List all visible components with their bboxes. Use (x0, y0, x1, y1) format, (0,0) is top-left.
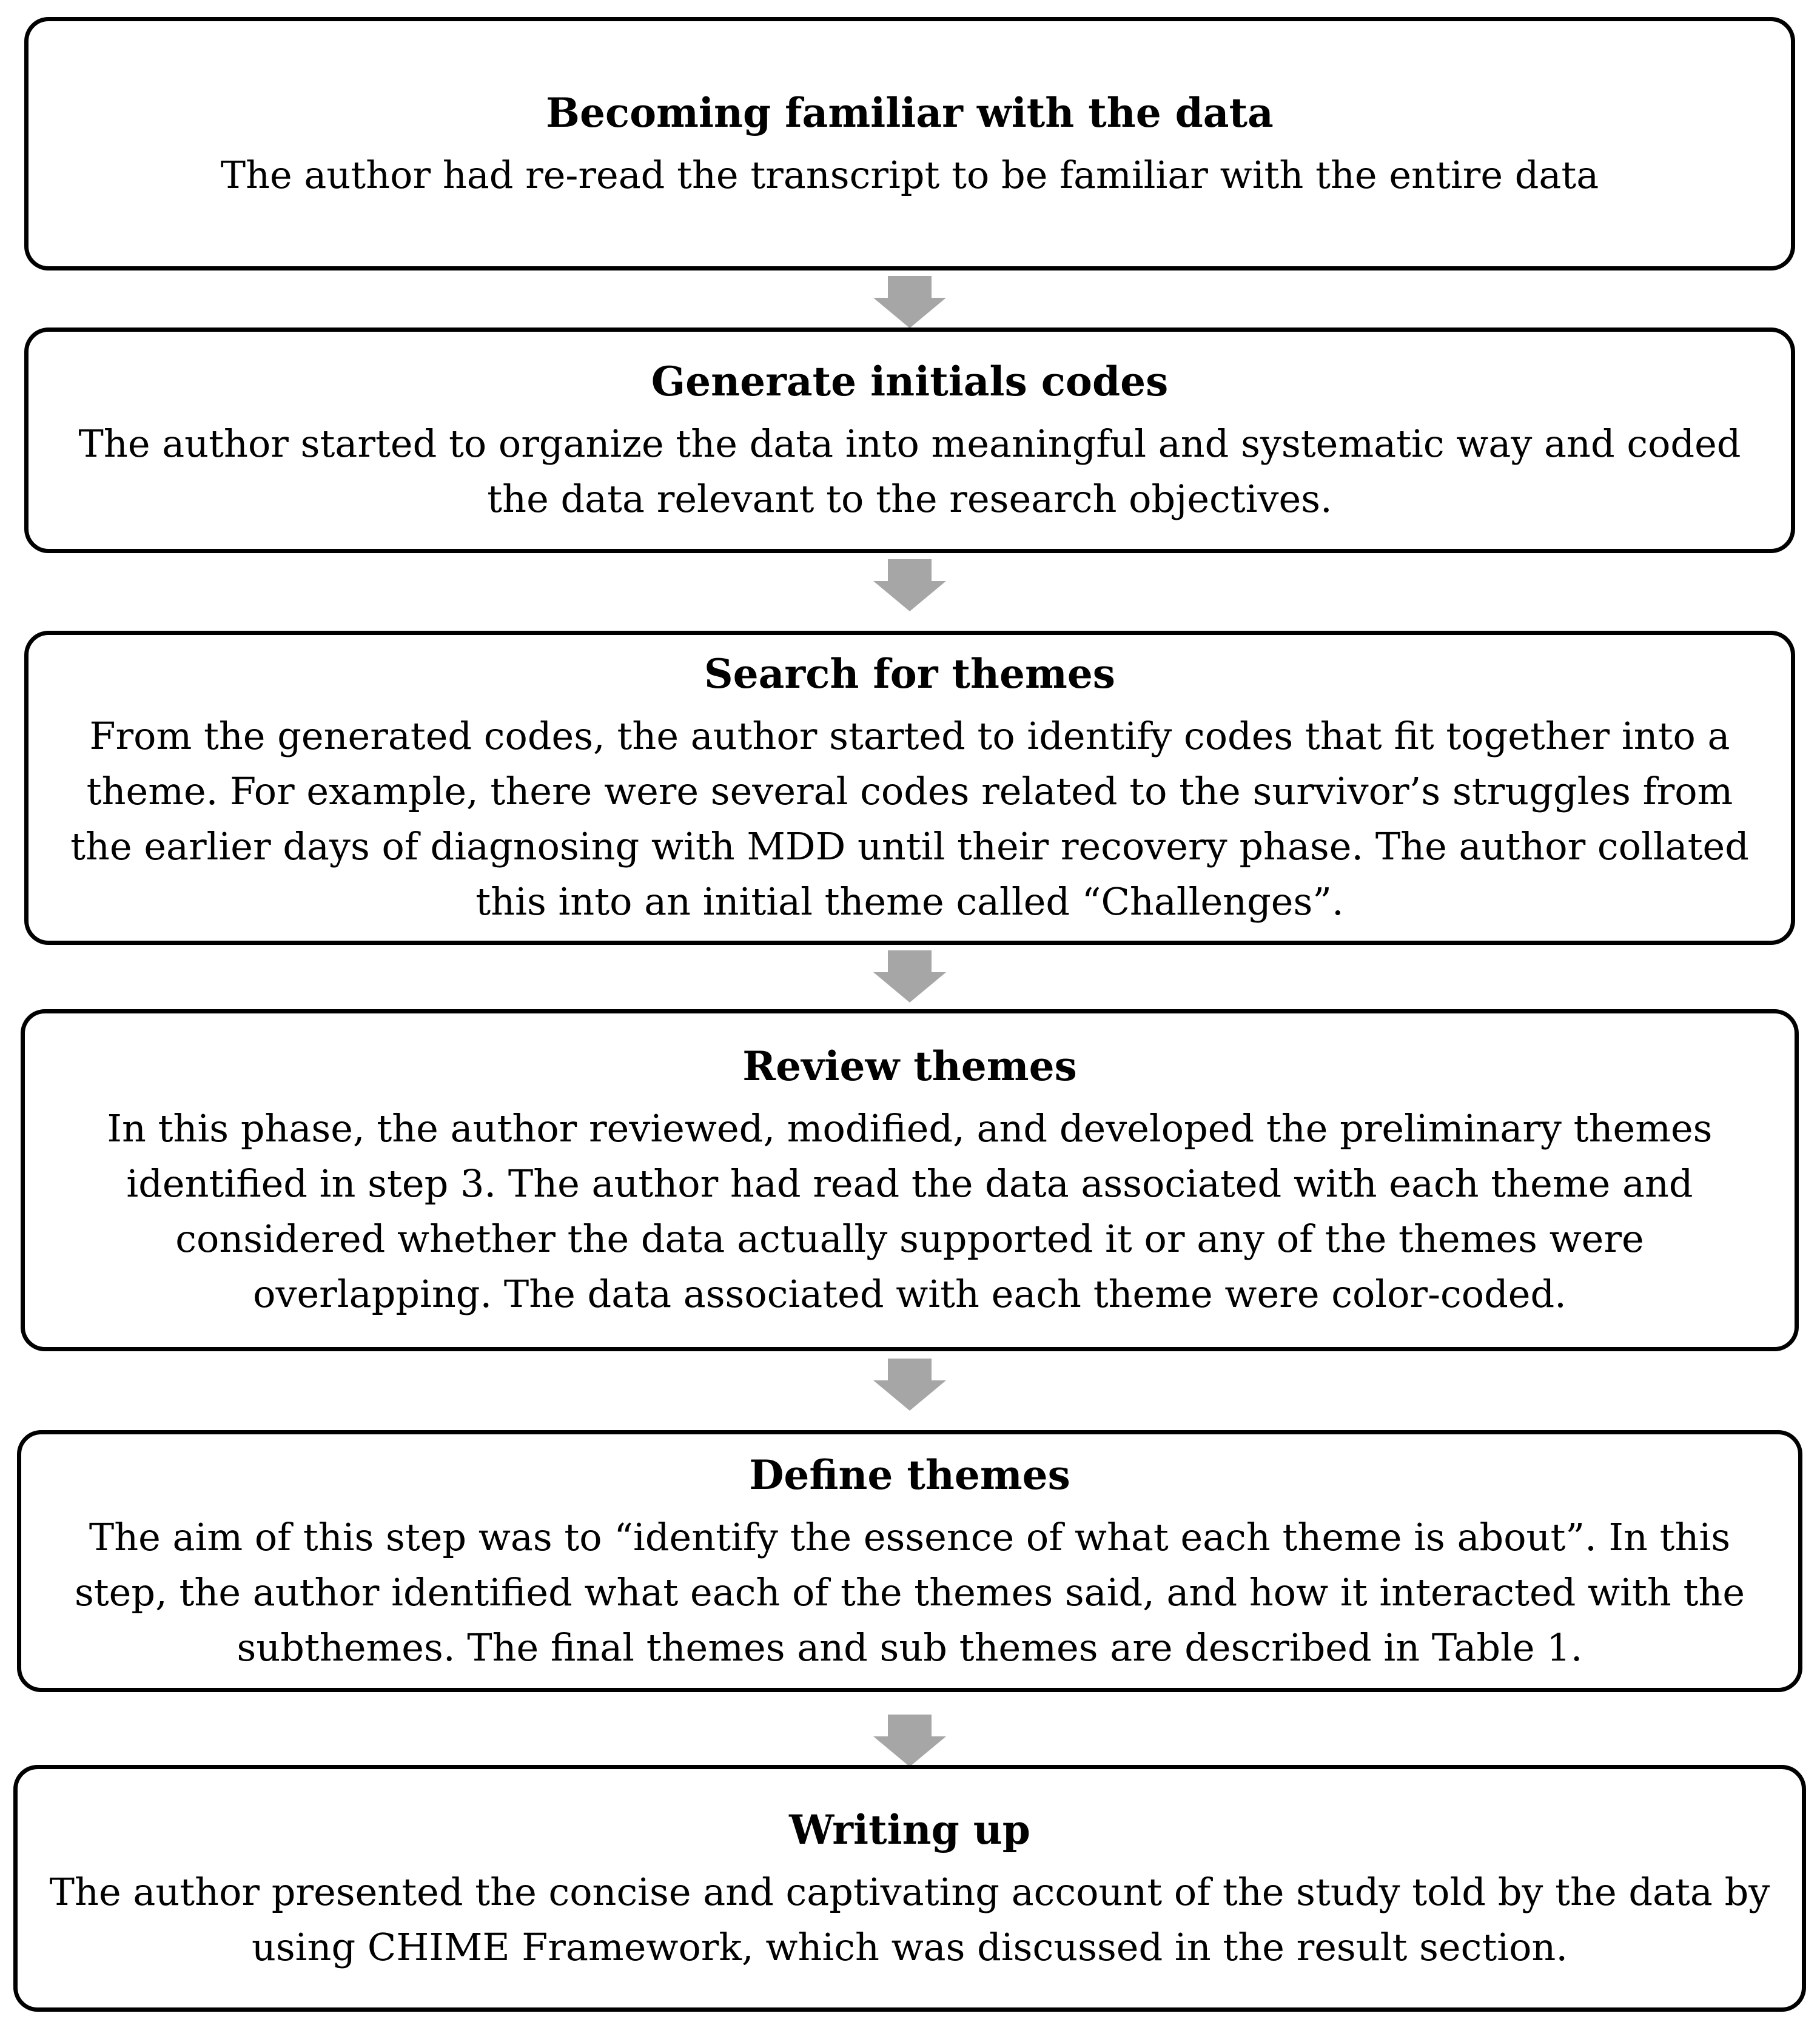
down-arrow-icon (873, 1715, 946, 1767)
step-description: The author presented the concise and captivating account of the study told by the data by using CHIME Framework, which was discussed in the result section. (49, 1869, 1770, 1969)
step-title: Search for themes (704, 650, 1115, 697)
step-box-review-themes (21, 1009, 1799, 1351)
down-arrow-icon (873, 276, 946, 328)
step-title: Writing up (789, 1806, 1030, 1853)
step-title: Define themes (749, 1451, 1070, 1499)
down-arrow-icon (873, 950, 946, 1003)
step-title: Review themes (742, 1043, 1077, 1090)
step-description: The author started to organize the data into meaningful and systematic way and coded the data relevant to the research objectives. (78, 422, 1741, 521)
step-box-writing-up (13, 1765, 1806, 2012)
down-arrow-icon (873, 559, 946, 611)
step-title: Generate initials codes (651, 358, 1169, 405)
step-description: The author had re-read the transcript to be familiar with the entire data (220, 152, 1599, 197)
step-description: From the generated codes, the author started to identify codes that fit together into a theme. For example, there were several codes related to the survivor’s struggles from the earlier days of diagnosing with MDD until their recovery phase. The author collated this into an initial theme called “Challenges”. (70, 714, 1749, 924)
step-box-define-themes (17, 1430, 1802, 1692)
step-box-familiarize (24, 17, 1795, 270)
step-description: The aim of this step was to “identify the essence of what each theme is about”. In this step, the author identified what each of the themes said, and how it interacted with the subthemes. The final themes and sub themes are described in Table 1. (74, 1514, 1745, 1670)
step-title: Becoming familiar with the data (546, 89, 1274, 136)
step-description: In this phase, the author reviewed, modified, and developed the preliminary themes identified in step 3. The author had read the data associated with each theme and considered whether the data actually supported it or any of the themes were overlapping. The data associated with each theme were color-coded. (107, 1106, 1713, 1316)
step-box-initial-codes (24, 328, 1795, 553)
step-box-search-themes (24, 631, 1795, 945)
down-arrow-icon (873, 1359, 946, 1411)
